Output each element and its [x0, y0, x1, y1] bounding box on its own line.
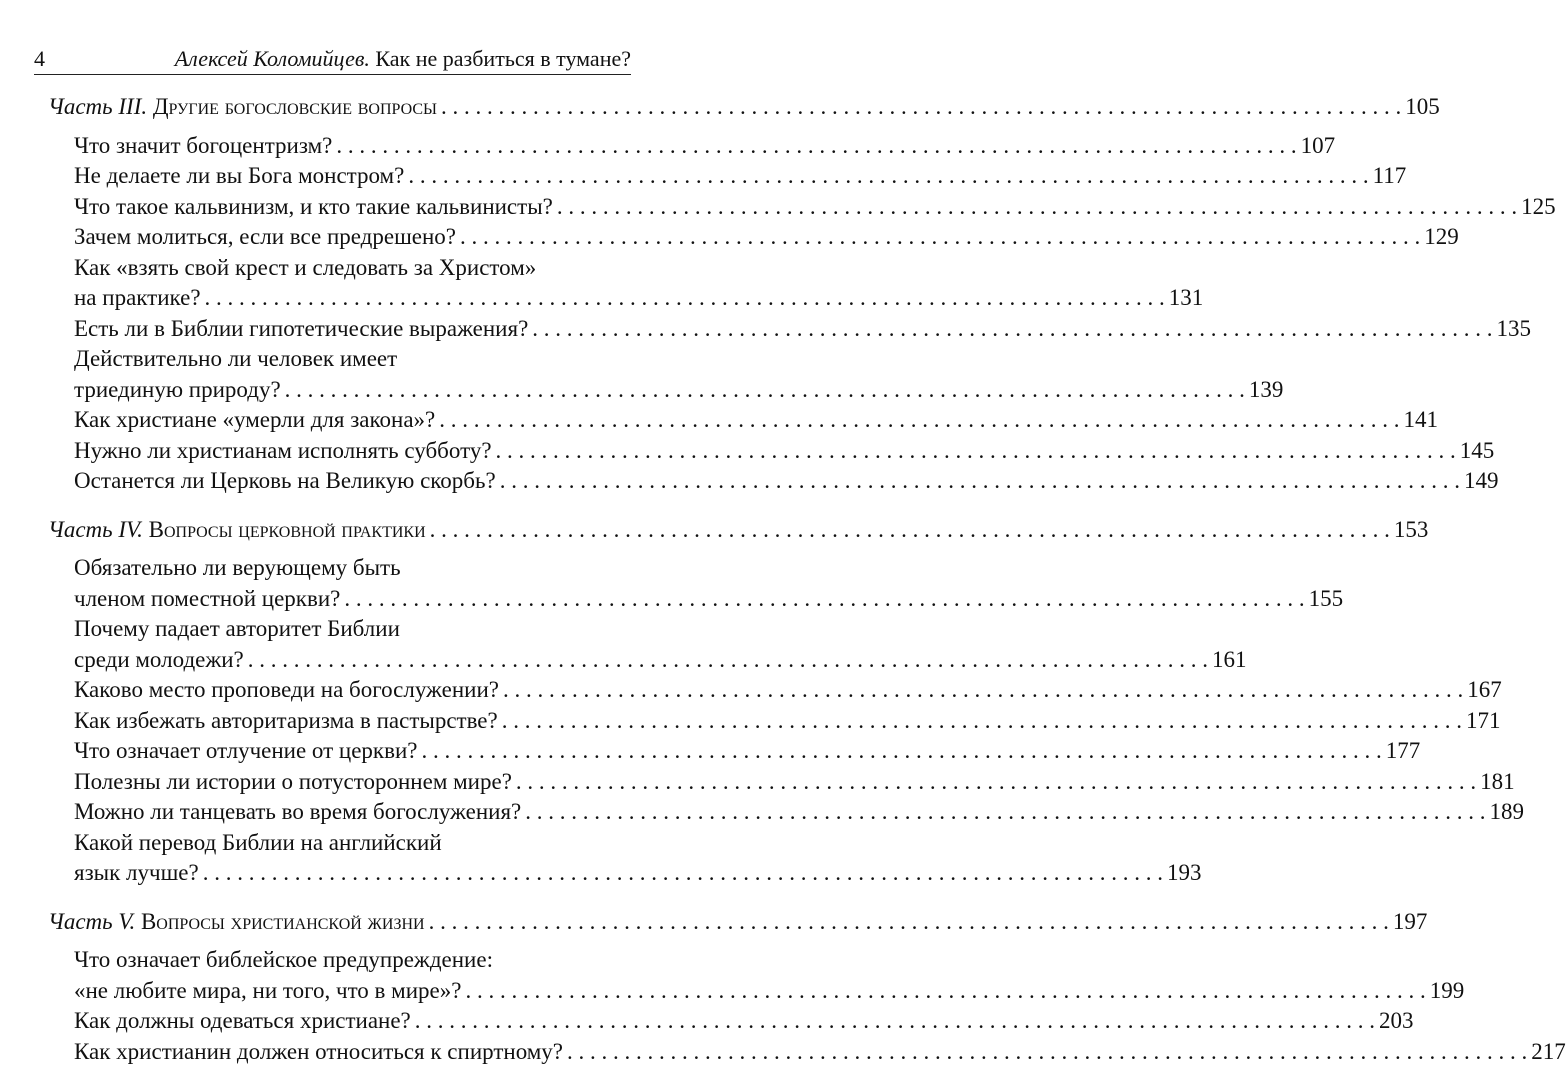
page-ref: 189 [1489, 799, 1524, 824]
page-ref: 141 [1403, 407, 1439, 432]
page-number: 4 [34, 46, 45, 71]
entry-title: членом поместной церкви? [74, 585, 341, 611]
leader-dots [441, 92, 1401, 123]
entry-title: язык лучше? [74, 860, 199, 885]
toc-entry[interactable] [48, 1037, 1566, 1068]
toc-entry[interactable] [48, 736, 1421, 767]
entry-title: Что значит богоцентризм? [74, 132, 333, 158]
entry-title: на практике? [74, 285, 201, 310]
page-ref: 155 [1308, 585, 1344, 611]
leader-dots [525, 797, 1485, 828]
page-ref: 135 [1496, 315, 1532, 341]
toc-entry[interactable] [48, 375, 1284, 406]
toc-entry[interactable] [48, 1006, 1414, 1037]
page-ref: 107 [1300, 132, 1336, 158]
toc-entry[interactable] [48, 675, 1502, 706]
toc-entry[interactable] [48, 131, 1336, 162]
toc-entry[interactable] [48, 706, 1501, 737]
table-of-contents [48, 92, 1566, 1085]
entry-title: Останется ли Церковь на Великую скорбь? [74, 468, 496, 493]
toc-part [48, 515, 1524, 889]
leader-dots [496, 436, 1456, 467]
part-label: Часть III. [48, 94, 148, 119]
toc-part-heading[interactable] [48, 907, 1428, 938]
leader-dots [421, 736, 1381, 767]
entry-title: Каково место проповеди на богослужении? [74, 677, 499, 702]
toc-entry[interactable] [48, 314, 1532, 345]
page-ref: 129 [1424, 224, 1459, 249]
page-ref: 199 [1429, 977, 1465, 1003]
toc-entry[interactable] [48, 222, 1459, 253]
toc-entry[interactable] [48, 405, 1439, 436]
page-ref: 171 [1465, 707, 1501, 733]
entry-title: Нужно ли христианам исполнять субботу? [74, 437, 492, 463]
leader-dots [429, 907, 1389, 938]
leader-dots [503, 675, 1463, 706]
toc-entry[interactable] [48, 645, 1247, 676]
page-ref: 105 [1405, 94, 1440, 119]
page-ref: 149 [1463, 468, 1499, 493]
running-title [175, 46, 631, 72]
entry-title: Есть ли в Библии гипотетические выражения? [74, 315, 529, 341]
page-ref: 153 [1393, 516, 1429, 542]
part-label: Часть IV. [48, 516, 143, 542]
page-ref: 131 [1168, 285, 1204, 310]
part-label: Часть V. [48, 908, 136, 934]
page-ref: 161 [1212, 646, 1247, 672]
leader-dots [205, 283, 1165, 314]
running-header [34, 40, 631, 75]
toc-entry[interactable] [48, 283, 1204, 314]
page-ref: 167 [1467, 677, 1502, 702]
leader-dots [408, 161, 1368, 192]
toc-part-heading[interactable] [48, 92, 1440, 123]
entry-title: Как должны одеваться христиане? [74, 1008, 411, 1033]
leader-dots [500, 466, 1460, 497]
leader-dots [439, 405, 1399, 436]
page-ref: 203 [1379, 1008, 1414, 1033]
running-title-book: Как не разбиться в тумане? [375, 46, 631, 71]
toc-entry[interactable] [48, 767, 1515, 798]
entry-title: Что означает отлучение от церкви? [74, 738, 418, 763]
toc-part [48, 907, 1566, 1068]
page-ref: 193 [1166, 860, 1202, 885]
leader-dots [567, 1037, 1527, 1068]
entry-title: Не делаете ли вы Бога монстром? [74, 163, 405, 188]
page-ref: 177 [1385, 738, 1421, 763]
toc-entry-line[interactable]: Обязательно ли верующему быть [74, 555, 401, 580]
toc-part [48, 92, 1556, 497]
entry-title: «не любите мира, ни того, что в мире»? [74, 977, 462, 1003]
leader-dots [502, 706, 1462, 737]
leader-dots [430, 515, 1390, 546]
leader-dots [557, 192, 1517, 223]
toc-entry[interactable] [48, 161, 1407, 192]
entry-title: Что такое кальвинизм, и кто такие кальвинисты? [74, 193, 553, 219]
leader-dots [516, 767, 1476, 798]
leader-dots [460, 222, 1420, 253]
toc-entry[interactable] [48, 466, 1499, 497]
entry-title: Как христиане «умерли для закона»? [74, 407, 436, 432]
toc-entry-line[interactable]: Какой перевод Библии на английский [74, 829, 442, 855]
entry-title: Можно ли танцевать во время богослужения? [74, 799, 522, 824]
leader-dots [203, 858, 1163, 889]
page-ref: 217 [1531, 1038, 1566, 1064]
page-ref: 197 [1392, 908, 1428, 934]
page-ref: 181 [1480, 768, 1515, 794]
entry-title: Как избежать авторитаризма в пастырстве? [74, 707, 498, 733]
toc-entry-line[interactable]: Почему падает авторитет Библии [74, 616, 400, 641]
leader-dots [336, 131, 1296, 162]
toc-entry-line[interactable]: Как «взять свой крест и следовать за Христом» [74, 254, 537, 280]
toc-entry[interactable] [48, 976, 1465, 1007]
part-title: Другие богословские вопросы [152, 94, 437, 119]
leader-dots [415, 1006, 1375, 1037]
leader-dots [248, 645, 1208, 676]
toc-entry-line[interactable]: Действительно ли человек имеет [74, 346, 398, 371]
entry-title: Полезны ли истории о потустороннем мире? [74, 768, 512, 794]
toc-entry[interactable] [48, 192, 1556, 223]
toc-entry[interactable] [48, 436, 1495, 467]
toc-part-heading[interactable] [48, 515, 1429, 546]
toc-entry[interactable] [48, 584, 1344, 615]
leader-dots [344, 584, 1304, 615]
toc-entry[interactable] [48, 797, 1524, 828]
part-title: Вопросы церковной практики [148, 516, 426, 542]
leader-dots [532, 314, 1492, 345]
leader-dots [285, 375, 1245, 406]
entry-title: триединую природу? [74, 376, 281, 402]
entry-title: Зачем молиться, если все предрешено? [74, 224, 457, 249]
page-ref: 139 [1248, 376, 1284, 402]
entry-title: Как христианин должен относиться к спиртному? [74, 1038, 564, 1064]
entry-title: среди молодежи? [74, 646, 244, 672]
toc-entry[interactable] [48, 858, 1202, 889]
page-ref: 125 [1521, 193, 1556, 219]
toc-entry-line[interactable]: Что означает библейское предупреждение: [74, 947, 493, 972]
page-ref: 145 [1459, 437, 1495, 463]
running-title-author: Алексей Коломийцев. [174, 46, 370, 71]
leader-dots [465, 976, 1425, 1007]
part-title: Вопросы христианской жизни [140, 908, 425, 934]
page-ref: 117 [1372, 163, 1407, 188]
